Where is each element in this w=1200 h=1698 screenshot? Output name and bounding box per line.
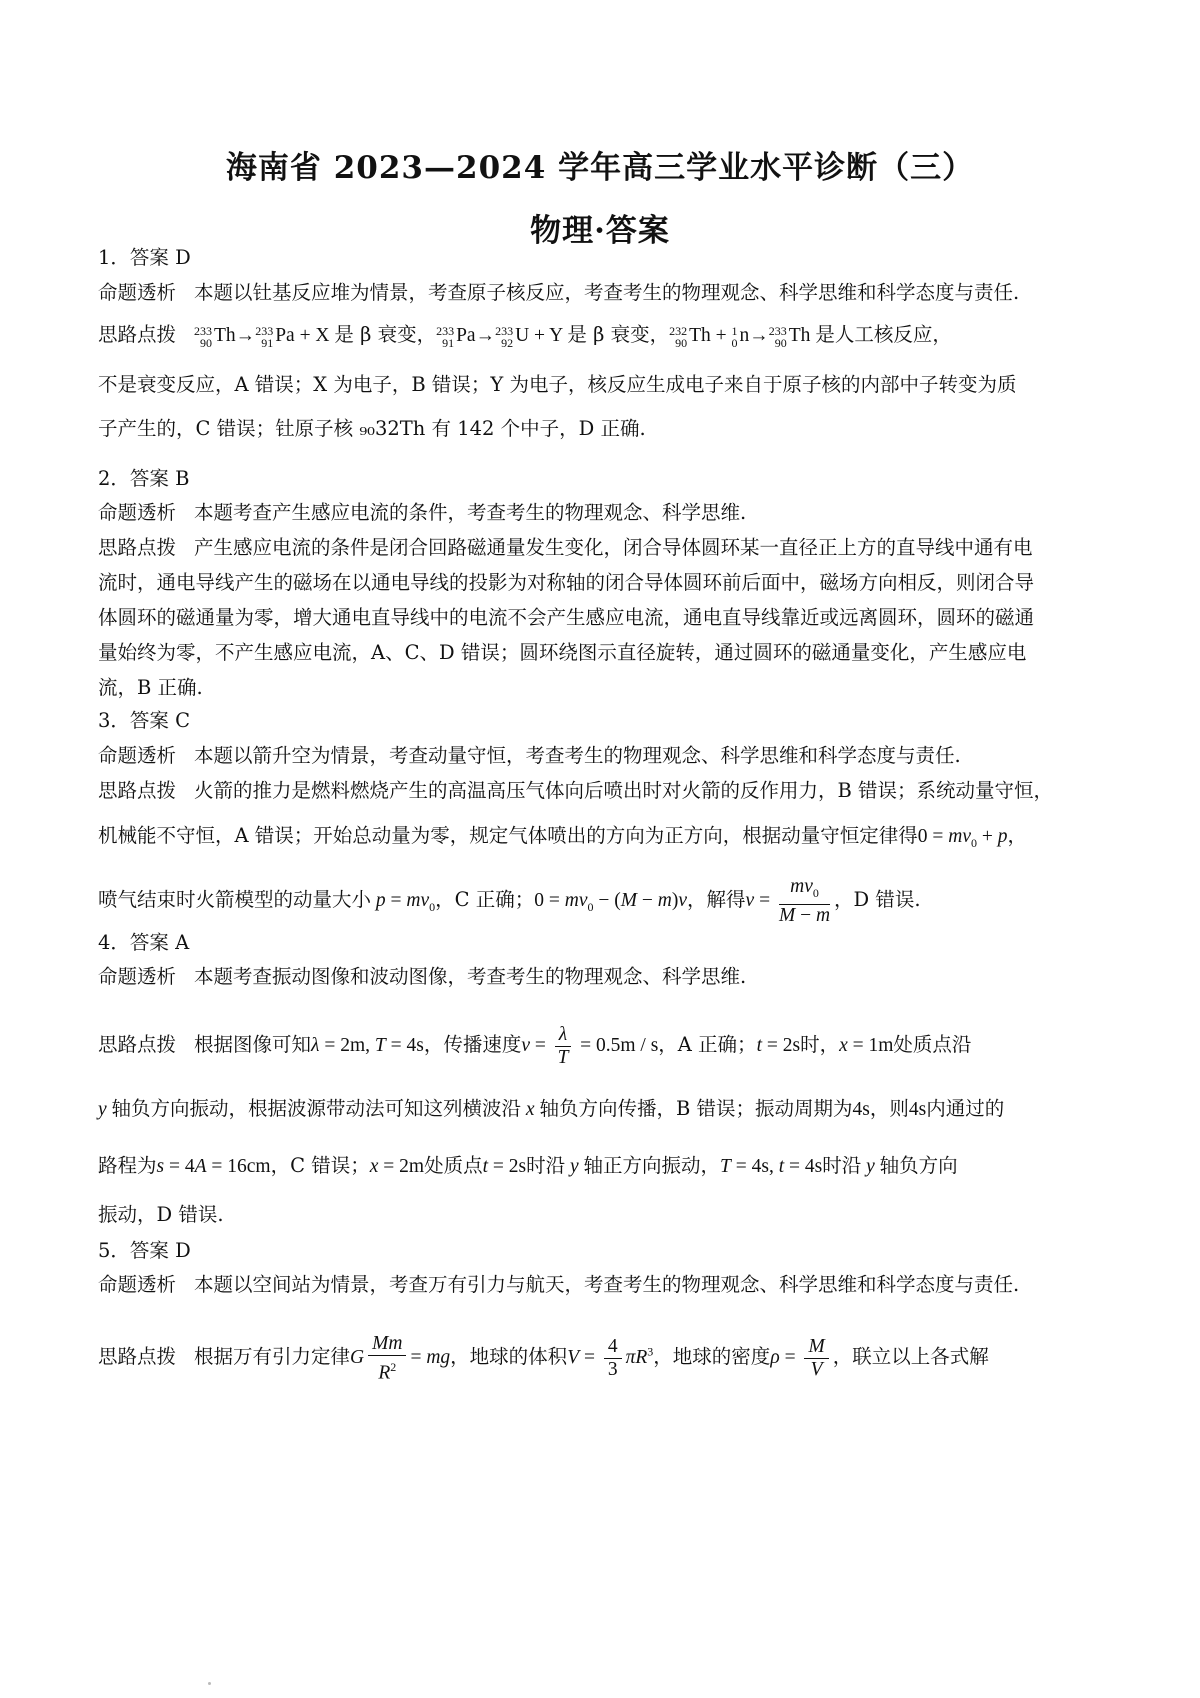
q5-l1a: 根据万有引力定律 — [194, 1345, 351, 1369]
hint-label: 思路点拨 — [98, 779, 177, 802]
q4-eq-speed: v = $\frac{\lambda}{T}$ = 0.5m / s — [521, 1024, 659, 1068]
q3-l3c: ，解得 — [687, 887, 746, 911]
q4-l1d: 时， — [800, 1032, 840, 1056]
q3-eq-p: $p = mv_0$ — [375, 889, 436, 914]
q3-answer: 3．答案 C — [98, 709, 191, 732]
intent-label: 命题透析 — [98, 965, 177, 988]
q3-eq-zero: $0 = mv_0 - (M - m)v$ — [534, 889, 688, 914]
q5-hint-line — [98, 1333, 989, 1385]
q1-hint-c: 是人工核反应， — [815, 323, 952, 346]
footer-mark — [208, 1682, 211, 1685]
q4-eq-lambda: λ = 2m, T = 4s — [311, 1034, 424, 1056]
q5-answer: 5．答案 D — [98, 1239, 191, 1262]
q4-l1a: 根据图像可知 — [194, 1032, 312, 1056]
q4-l1c: ，A 正确； — [658, 1032, 757, 1056]
page-subtitle: 物理·答案 — [530, 213, 670, 249]
hint-label: 思路点拨 — [98, 536, 177, 559]
q4-intent-line — [98, 964, 746, 990]
q5-l1c: ，地球的密度 — [653, 1345, 771, 1369]
q1-intent-line — [98, 280, 1019, 306]
q4-l3-line: 路程为s = 4A = 16cm，C 错误；x = 2m处质点t = 2s时沿 y 轴正方向振动，T = 4s, t = 4s时沿 y 轴负方向 — [98, 1154, 958, 1177]
q4-intent: 本题考查振动图像和波动图像，考查考生的物理观念、科学思维. — [194, 965, 747, 988]
q4-answer: 4．答案 A — [98, 931, 190, 954]
hint-label: 思路点拨 — [98, 1345, 177, 1369]
q4-l3b: ，C 错误； — [270, 1154, 370, 1177]
hint-label: 思路点拨 — [98, 323, 177, 346]
q4-eq-s: s = 4A = 16cm — [156, 1156, 271, 1177]
q4-l2b: 轴负方向传播，B 错误；振动周期为 — [539, 1097, 853, 1120]
q4-eq-x: x = 1m — [839, 1034, 894, 1056]
q4-l3e: 轴正方向振动， — [583, 1154, 721, 1177]
q4-l3f: 时沿 — [822, 1154, 862, 1177]
q4-l1b: ，传播速度 — [423, 1032, 522, 1056]
q1-line3: 子产生的，C 错误；钍原子核 ₉₀32Th 有 142 个中子，D 正确. — [98, 417, 646, 440]
q2-l1: 产生感应电流的条件是闭合回路磁通量发生变化，闭合导体圆环某一直径正上方的直导线中通有电 — [194, 536, 1033, 559]
q1-eq1: 233 90 Th→ 233 91 Pa + X — [194, 323, 335, 350]
q2-l3: 体圆环的磁通量为零，增大通电直导线中的电流不会产生感应电流，通电直导线靠近或远离圆环，圆环的磁通 — [98, 606, 1035, 629]
q5-eq-volume: V = $\frac{4}{3}$ $\pi R^3$ — [567, 1336, 654, 1381]
q4-l3c: 处质点 — [424, 1154, 483, 1177]
q1-intent: 本题以钍基反应堆为情景，考查原子核反应，考查考生的物理观念、科学思维和科学态度与责任. — [194, 281, 1020, 304]
q5-intent-line — [98, 1272, 1019, 1298]
q4-l1e: 处质点沿 — [893, 1032, 972, 1056]
q4-eq-t: t = 2s — [756, 1034, 801, 1056]
q2-l5: 流，B 正确. — [98, 676, 203, 699]
intent-label: 命题透析 — [98, 501, 177, 524]
q3-eq-v: v = $\frac{mv_0}{M - m}$ — [745, 876, 831, 926]
q3-l3-line — [98, 876, 921, 927]
q1-hint-line — [98, 322, 952, 349]
q4-l3g: 轴负方向 — [879, 1154, 958, 1177]
q2-hint-line — [98, 535, 1033, 561]
q5-l1b: ，地球的体积 — [450, 1345, 568, 1369]
q3-l3b: ，C 正确； — [435, 887, 535, 911]
q1-eq2: 233 91 Pa→ 233 92 U + Y — [436, 323, 568, 350]
q4-hint-line — [98, 1024, 971, 1069]
q2-answer: 2．答案 B — [98, 467, 190, 490]
q3-l2: 机械能不守恒，A 错误；开始总动量为零，规定气体喷出的方向为正方向，根据动量守恒定律得 — [98, 824, 918, 847]
q5-l1d: ，联立以上各式解 — [832, 1345, 989, 1369]
q1-hint-b: 是 β 衰变， — [567, 323, 670, 346]
q3-intent: 本题以箭升空为情景，考查动量守恒，考查考生的物理观念、科学思维和科学态度与责任. — [194, 744, 961, 767]
q1-hint-a: 是 β 衰变， — [334, 323, 437, 346]
q5-eq-gravity: G $\frac{Mm}{R^2}$ = mg — [350, 1333, 451, 1384]
hint-label: 思路点拨 — [98, 1032, 177, 1056]
intent-label: 命题透析 — [98, 281, 177, 304]
q3-intent-line — [98, 743, 961, 769]
q3-l1: 火箭的推力是燃料燃烧产生的高温高压气体向后喷出时对火箭的反作用力，B 错误；系统动量守恒， — [194, 779, 1054, 802]
q3-eq-momentum: $0 = mv_0 + p$ — [917, 826, 1008, 850]
page-title: 海南省 2023—2024 学年高三学业水平诊断（三） — [225, 150, 975, 186]
q4-l2d: 内通过的 — [926, 1097, 1005, 1120]
q1-eq3: 232 90 Th + 1 0 n→ 233 90 Th — [669, 323, 816, 350]
q2-intent: 本题考查产生感应电流的条件，考查考生的物理观念、科学思维. — [194, 501, 747, 524]
q4-l2a: 轴负方向振动，根据波源带动法可知这列横波沿 — [111, 1097, 522, 1120]
q3-l2-line: 机械能不守恒，A 错误；开始总动量为零，规定气体喷出的方向为正方向，根据动量守恒定律得$0 = mv_0 + p$， — [98, 824, 1028, 850]
q4-l4: 振动，D 错误. — [98, 1203, 224, 1226]
intent-label: 命题透析 — [98, 744, 177, 767]
q2-l2: 流时，通电导线产生的磁场在以通电导线的投影为对称轴的闭合导体圆环前后面中，磁场方向相反，则闭合导 — [98, 571, 1035, 594]
q3-l3a: 喷气结束时火箭模型的动量大小 — [98, 887, 372, 911]
q5-intent: 本题以空间站为情景，考查万有引力与航天，考查考生的物理观念、科学思维和科学态度与责任. — [194, 1273, 1020, 1296]
q3-hint-line — [98, 778, 1053, 804]
q4-l3a: 路程为 — [98, 1154, 157, 1177]
q1-answer: 1．答案 D — [98, 246, 191, 269]
q4-l3d: 时沿 — [526, 1154, 566, 1177]
q4-l2-line: y 轴负方向振动，根据波源带动法可知这列横波沿 x 轴负方向传播，B 错误；振动周期为4s，则4s内通过的 — [98, 1097, 1005, 1120]
q4-l2c: ，则 — [869, 1097, 909, 1120]
intent-label: 命题透析 — [98, 1273, 177, 1296]
q1-line2: 不是衰变反应，A 错误；X 为电子，B 错误；Y 为电子，核反应生成电子来自于原子核的内部中子转变为质 — [98, 373, 1017, 396]
q3-l3d: ，D 错误. — [834, 887, 921, 911]
q5-eq-density: ρ = $\frac{M}{V}$ — [770, 1347, 832, 1368]
q2-intent-line — [98, 500, 746, 526]
q2-l4: 量始终为零，不产生感应电流，A、C、D 错误；圆环绕图示直径旋转，通过圆环的磁通量变化，产生感应电 — [98, 641, 1027, 664]
